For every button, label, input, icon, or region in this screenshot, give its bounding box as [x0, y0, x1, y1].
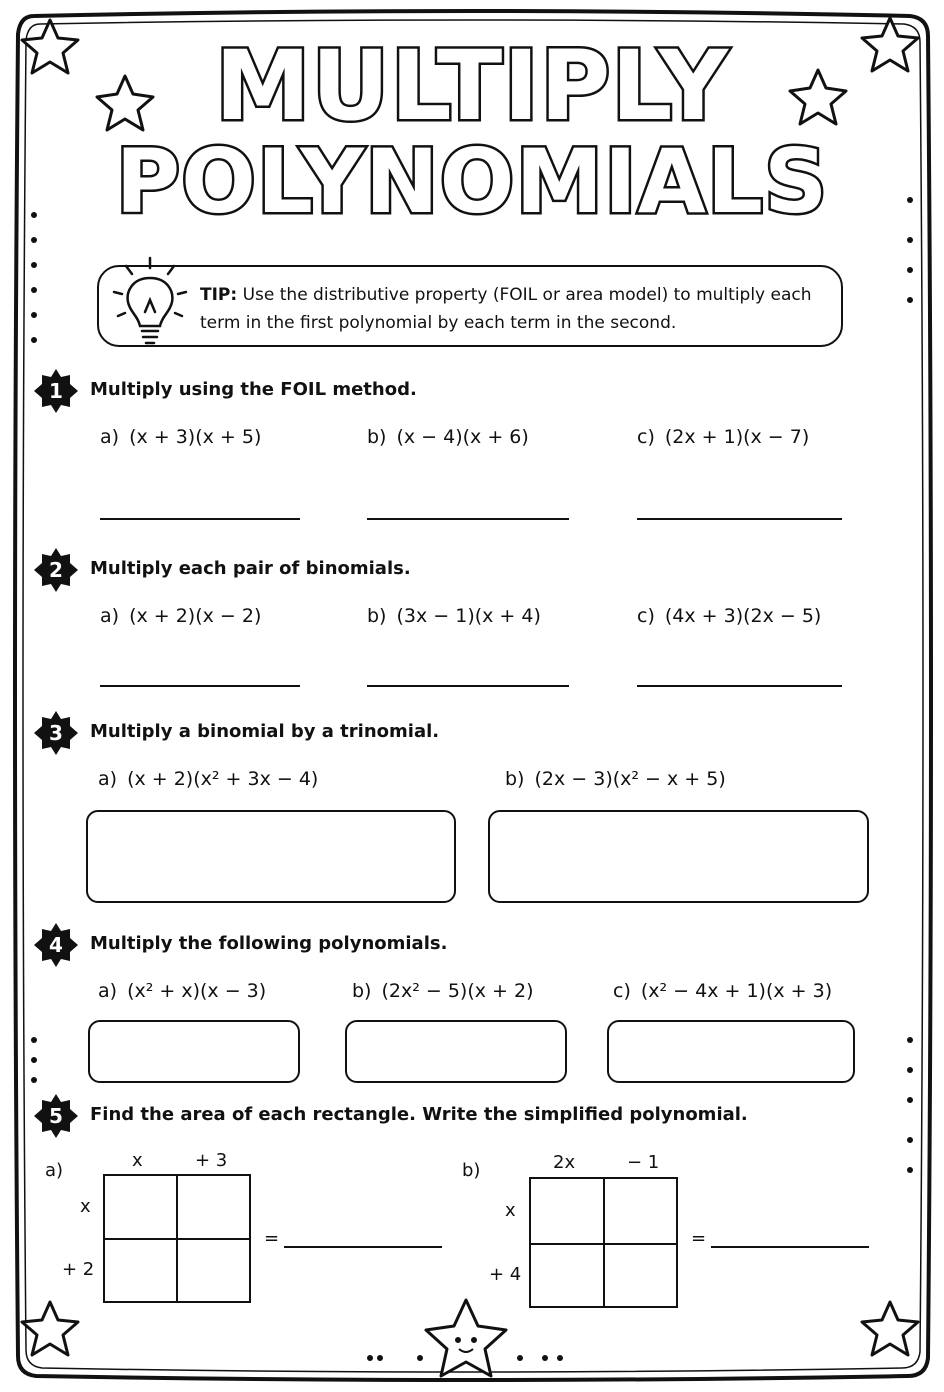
problem-item: a) (x + 2)(x − 2)	[100, 605, 262, 627]
answer-box[interactable]	[607, 1020, 855, 1083]
problem-item: a) (x + 2)(x² + 3x − 4)	[98, 768, 319, 790]
tip-body: Use the distributive property (FOIL or area model) to multiply each term in the first polynomial by each term in the second.	[200, 285, 812, 333]
answer-box[interactable]	[88, 1020, 300, 1083]
answer-box[interactable]	[488, 810, 869, 903]
question-number: 2	[49, 558, 63, 582]
question-number-badge	[34, 548, 78, 592]
question-title: Multiply a binomial by a trinomial.	[90, 721, 440, 742]
tip-text	[200, 281, 830, 337]
rectangle-top-right-label: − 1	[627, 1152, 660, 1173]
answer-line[interactable]	[100, 685, 300, 687]
problem-item: c) (x² − 4x + 1)(x + 3)	[613, 980, 833, 1002]
question-number: 4	[49, 933, 63, 957]
title-line-1: MULTIPLY	[214, 30, 730, 142]
problem-item: a) (x + 3)(x + 5)	[100, 426, 262, 448]
question-number: 5	[49, 1104, 63, 1128]
problem-item: b) (2x − 3)(x² − x + 5)	[505, 768, 726, 790]
rectangle-side-bottom-label: + 4	[489, 1264, 522, 1285]
question-number-badge	[34, 1094, 78, 1138]
question-number-badge	[34, 369, 78, 413]
rectangle-top-right-label: + 3	[195, 1150, 228, 1171]
equals-sign: =	[264, 1228, 280, 1249]
tip-label: TIP:	[200, 285, 238, 305]
answer-line[interactable]	[367, 685, 569, 687]
question-number-badge	[34, 923, 78, 967]
answer-line[interactable]	[367, 518, 569, 520]
problem-item: b) (2x² − 5)(x + 2)	[352, 980, 534, 1002]
answer-line[interactable]	[637, 685, 842, 687]
question-title: Multiply the following polynomials.	[90, 933, 448, 954]
rectangle-side-top-label: x	[80, 1196, 91, 1217]
equals-sign: =	[691, 1228, 707, 1249]
area-model-grid[interactable]	[103, 1174, 251, 1303]
question-number: 3	[49, 721, 63, 745]
rectangle-side-bottom-label: + 2	[62, 1259, 95, 1280]
answer-line[interactable]	[284, 1246, 442, 1248]
rectangle-label: b)	[462, 1160, 481, 1181]
answer-box[interactable]	[345, 1020, 567, 1083]
question-number-badge	[34, 711, 78, 755]
problem-item: c) (2x + 1)(x − 7)	[637, 426, 810, 448]
star-icon	[22, 1302, 78, 1355]
problem-item: b) (3x − 1)(x + 4)	[367, 605, 541, 627]
problem-item: b) (x − 4)(x + 6)	[367, 426, 529, 448]
answer-line[interactable]	[711, 1246, 869, 1248]
answer-line[interactable]	[637, 518, 842, 520]
answer-line[interactable]	[100, 518, 300, 520]
problem-item: a) (x² + x)(x − 3)	[98, 980, 267, 1002]
question-title: Find the area of each rectangle. Write the simplified polynomial.	[90, 1104, 748, 1125]
border-dots-right	[907, 197, 913, 1173]
rectangle-top-left-label: x	[132, 1150, 143, 1171]
answer-box[interactable]	[86, 810, 456, 903]
problem-item: c) (4x + 3)(2x − 5)	[637, 605, 822, 627]
rectangle-top-left-label: 2x	[553, 1152, 576, 1173]
question-title: Multiply each pair of binomials.	[90, 558, 411, 579]
smiling-star-icon	[426, 1300, 506, 1376]
rectangle-label: a)	[45, 1160, 64, 1181]
area-model-grid[interactable]	[529, 1177, 678, 1308]
question-number: 1	[49, 379, 63, 403]
star-icon	[862, 1302, 918, 1355]
title-line-2: POLYNOMIALS	[115, 130, 829, 233]
rectangle-side-top-label: x	[505, 1200, 516, 1221]
question-title: Multiply using the FOIL method.	[90, 379, 417, 400]
